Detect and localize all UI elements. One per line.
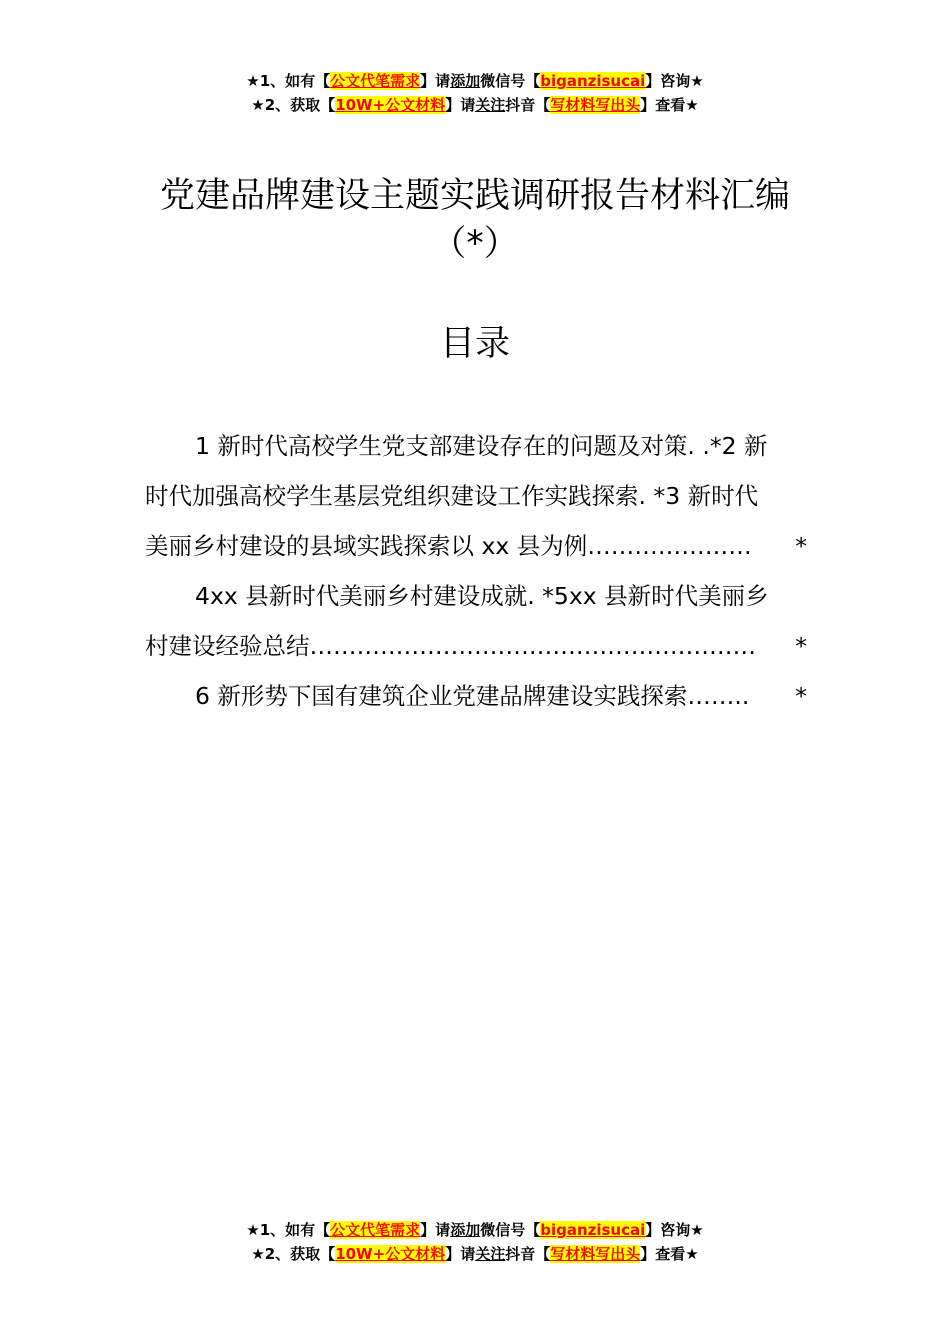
promo-text: 微信号【 bbox=[480, 72, 541, 90]
promo-text: 微信号【 bbox=[480, 1221, 541, 1239]
promo-text: 抖音【 bbox=[505, 1245, 551, 1263]
promo-line-1 bbox=[0, 69, 950, 93]
toc-line bbox=[145, 571, 807, 621]
footer-promo bbox=[0, 1218, 950, 1266]
toc-line-text: 6 新形势下国有建筑企业党建品牌建设实践探索 bbox=[195, 682, 688, 710]
toc-line bbox=[145, 671, 807, 721]
promo-text: 】查看★ bbox=[640, 1245, 699, 1263]
promo-text: 】请 bbox=[420, 1221, 451, 1239]
promo-text: ★2、获取【 bbox=[251, 1245, 336, 1263]
promo-emphasis: 关注 bbox=[475, 1245, 506, 1263]
toc-page-number: * bbox=[795, 682, 807, 710]
promo-douyin-id: 写材料写出头 bbox=[550, 1245, 641, 1263]
table-of-contents bbox=[145, 421, 807, 721]
title-sub: （*） bbox=[431, 224, 519, 264]
promo-line-1 bbox=[0, 1218, 950, 1242]
promo-text: ★2、获取【 bbox=[251, 96, 336, 114]
toc-line bbox=[145, 621, 807, 671]
promo-wechat-id: biganzisucai bbox=[540, 72, 646, 90]
promo-line-2 bbox=[0, 1242, 950, 1266]
promo-line-2 bbox=[0, 93, 950, 117]
promo-text: ★1、如有【 bbox=[246, 1221, 331, 1239]
promo-text: ★1、如有【 bbox=[246, 72, 331, 90]
toc-line-text: 村建设经验总结 bbox=[145, 632, 310, 660]
promo-emphasis: 添加 bbox=[450, 1221, 481, 1239]
toc-leader-dots: …….. bbox=[687, 682, 750, 710]
promo-text: 抖音【 bbox=[505, 96, 551, 114]
promo-highlight: 公文代笔需求 bbox=[330, 72, 421, 90]
promo-text: 】查看★ bbox=[640, 96, 699, 114]
toc-line bbox=[145, 471, 807, 521]
document-title bbox=[0, 172, 950, 268]
toc-line-text: 美丽乡村建设的县域实践探索以 xx 县为例 bbox=[145, 532, 588, 560]
toc-leader-dots: ………………… bbox=[587, 532, 752, 560]
promo-text: 】请 bbox=[420, 72, 451, 90]
promo-text: 】咨询★ bbox=[645, 1221, 704, 1239]
promo-highlight: 10W+公文材料 bbox=[335, 1245, 446, 1263]
toc-page-number: * bbox=[795, 532, 807, 560]
toc-line-text: 时代加强高校学生基层党组织建设工作实践探索. *3 新时代 bbox=[145, 482, 759, 510]
toc-line bbox=[145, 521, 807, 571]
promo-emphasis: 添加 bbox=[450, 72, 481, 90]
toc-leader-dots: ………………………………………………… bbox=[309, 632, 756, 660]
promo-highlight: 公文代笔需求 bbox=[330, 1221, 421, 1239]
promo-text: 】咨询★ bbox=[645, 72, 704, 90]
title-main: 党建品牌建设主题实践调研报告材料汇编 bbox=[159, 176, 790, 216]
promo-douyin-id: 写材料写出头 bbox=[550, 96, 641, 114]
promo-highlight: 10W+公文材料 bbox=[335, 96, 446, 114]
promo-text: 】请 bbox=[445, 96, 476, 114]
header-promo bbox=[0, 69, 950, 117]
promo-text: 】请 bbox=[445, 1245, 476, 1263]
toc-heading: 目录 bbox=[439, 324, 510, 364]
promo-emphasis: 关注 bbox=[475, 96, 506, 114]
toc-line-text: 1 新时代高校学生党支部建设存在的问题及对策. .*2 新 bbox=[195, 432, 768, 460]
promo-wechat-id: biganzisucai bbox=[540, 1221, 646, 1239]
toc-line-text: 4xx 县新时代美丽乡村建设成就. *5xx 县新时代美丽乡 bbox=[195, 582, 769, 610]
toc-line bbox=[145, 421, 807, 471]
toc-page-number: * bbox=[795, 632, 807, 660]
